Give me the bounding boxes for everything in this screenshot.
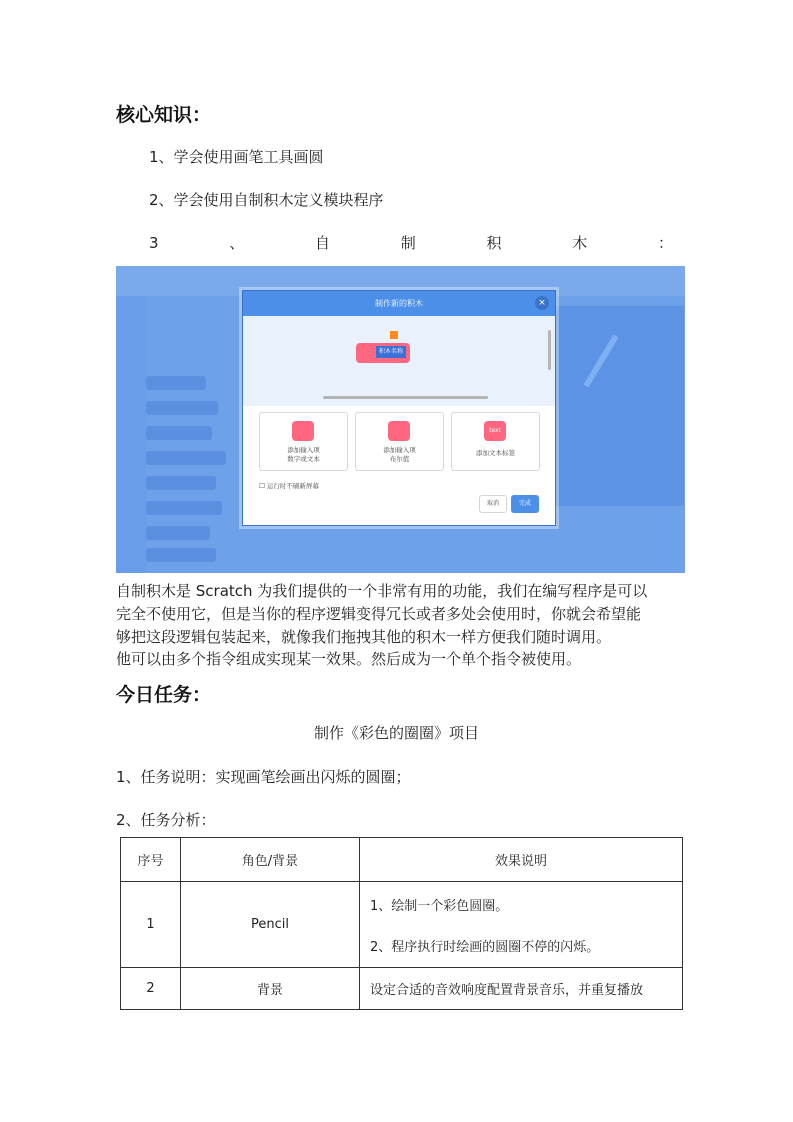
done-button[interactable]: 完成: [511, 495, 539, 513]
palette-block: [146, 548, 216, 562]
table-cell: 2: [121, 968, 181, 1010]
project-title: 制作《彩色的圈圈》项目: [313, 724, 479, 742]
table-cell: Pencil: [181, 882, 360, 968]
number-text-input-icon: [292, 421, 314, 441]
palette-block: [146, 501, 222, 515]
palette-block: [146, 476, 216, 490]
text-label-icon: text: [484, 421, 506, 441]
boolean-input-icon: [388, 421, 410, 441]
scratch-screenshot: [116, 266, 685, 573]
option-label: 添加文本标签: [476, 449, 515, 457]
palette-block: [146, 426, 212, 440]
dialog-title: 制作新的积木: [375, 299, 423, 308]
palette-block: [146, 451, 226, 465]
make-block-dialog: [242, 290, 556, 526]
task-analysis: 2、任务分析：: [116, 811, 216, 829]
header-cell: 效果说明: [360, 838, 683, 882]
heading-today-task: 今日任务：: [116, 684, 212, 706]
dialog-header: [243, 291, 555, 316]
block-preview-area: [243, 316, 555, 406]
add-text-label-option[interactable]: [451, 412, 540, 471]
heading-core-knowledge: 核心知识：: [116, 104, 212, 126]
paragraph-line-1: 自制积木是 Scratch 为我们提供的一个非常有用的功能，我们在编写程序是可以: [116, 582, 648, 600]
task-description: 1、任务说明：实现画笔绘画出闪烁的圆圈；: [116, 768, 411, 786]
close-icon[interactable]: ×: [535, 296, 549, 310]
horizontal-scrollbar[interactable]: [323, 396, 488, 399]
knowledge-item-1: 1、学会使用画笔工具画圆: [149, 148, 324, 166]
effect-line: 2、程序执行时绘画的圆圈不停的闪烁。: [370, 939, 600, 955]
effect-line: 1、绘制一个彩色圆圈。: [370, 898, 509, 914]
table-row: [121, 882, 683, 968]
run-without-refresh-checkbox[interactable]: ☐ 运行时不刷新屏幕: [259, 482, 319, 490]
block-hat-icon: [390, 331, 398, 339]
table-cell: 背景: [181, 968, 360, 1010]
table-header-row: [121, 838, 683, 882]
option-sublabel: 数字或文本: [287, 455, 320, 463]
option-label: 添加输入项: [287, 446, 320, 454]
palette-block: [146, 376, 206, 390]
vertical-scrollbar[interactable]: [548, 330, 551, 370]
paragraph-line-2: 完全不使用它，但是当你的程序逻辑变得冗长或者多处会使用时，你就会希望能: [116, 605, 642, 623]
checkbox-label: 运行时不刷新屏幕: [266, 482, 319, 490]
paragraph-line-4: 他可以由多个指令组成实现某一效果。然后成为一个单个指令被使用。: [116, 650, 582, 668]
knowledge-item-2: 2、学会使用自制积木定义模块程序: [149, 191, 384, 209]
palette-block: [146, 401, 218, 415]
task-table: [120, 837, 683, 1010]
cancel-button[interactable]: 取消: [479, 495, 507, 513]
add-boolean-input-option[interactable]: [355, 412, 444, 471]
option-sublabel: 布尔值: [389, 455, 410, 463]
header-cell: 角色/背景: [181, 838, 360, 882]
add-number-text-input-option[interactable]: [259, 412, 348, 471]
knowledge-item-3: 3、自制积木：: [149, 234, 673, 252]
table-cell: 1: [121, 882, 181, 968]
paragraph-line-3: 够把这段逻辑包装起来，就像我们拖拽其他的积木一样方便我们随时调用。: [116, 628, 612, 646]
pencil-sprite-icon: [556, 306, 684, 506]
table-cell: 设定合适的音效响度配置背景音乐，并重复播放: [360, 968, 683, 1010]
palette-block: [146, 526, 210, 540]
table-row: [121, 968, 683, 1010]
category-column: [116, 296, 146, 573]
table-cell: [360, 882, 683, 968]
block-name-input[interactable]: 积木名称: [376, 346, 406, 358]
header-cell: 序号: [121, 838, 181, 882]
stage-area: [556, 306, 684, 506]
option-label: 添加输入项: [383, 446, 416, 454]
